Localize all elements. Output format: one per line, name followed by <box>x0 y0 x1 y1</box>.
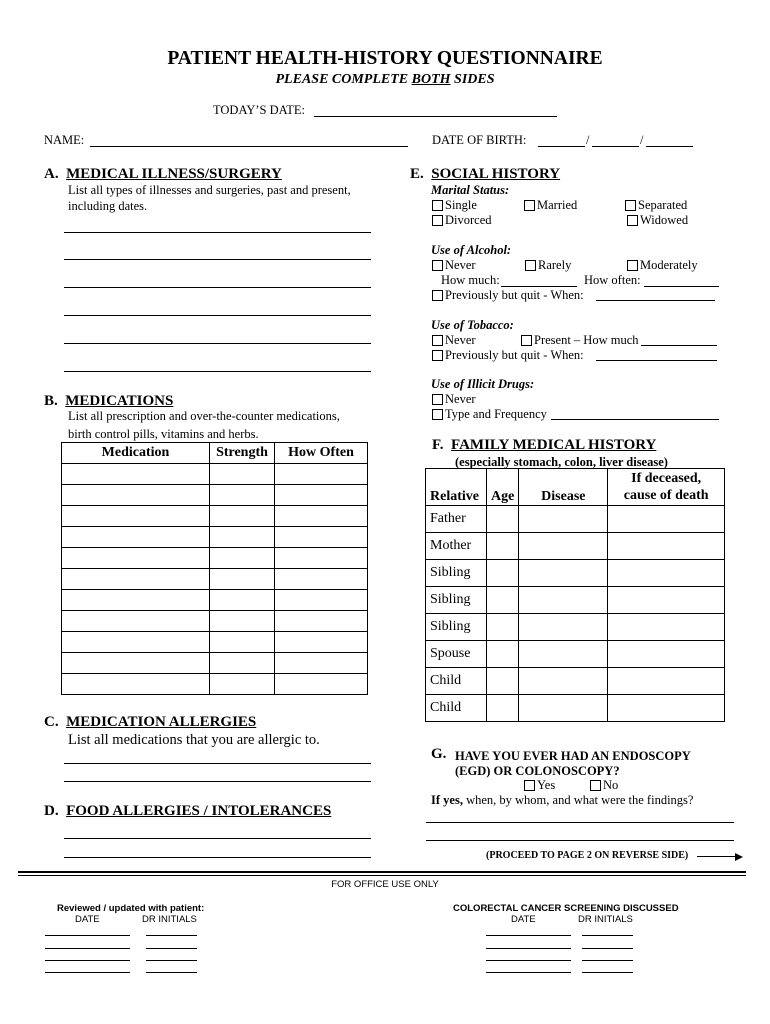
section-c-instr: List all medications that you are allergic to. <box>68 732 320 748</box>
dob-slash-2: / <box>640 133 644 147</box>
checkbox-icon <box>432 260 443 271</box>
checkbox-icon <box>525 260 536 271</box>
how-much-field[interactable] <box>501 286 577 287</box>
how-often-cell[interactable] <box>275 527 368 548</box>
arrow-right-icon <box>735 853 743 861</box>
relative-cell: Mother <box>426 533 487 560</box>
dob-label: DATE OF BIRTH: <box>432 133 527 147</box>
how-much-label: How much: <box>441 273 500 287</box>
strength-cell[interactable] <box>210 527 275 548</box>
table-row <box>62 653 368 674</box>
widowed-checkbox[interactable] <box>627 213 688 228</box>
table-row <box>426 668 725 695</box>
tobacco-never-label: Never <box>445 333 476 347</box>
alcohol-quit-when-field[interactable] <box>596 300 715 301</box>
crc-initials-line-4[interactable] <box>582 972 633 973</box>
dob-month-field[interactable] <box>538 146 585 147</box>
tobacco-prev-quit-checkbox[interactable] <box>432 348 584 363</box>
marital-status-label: Marital Status: <box>431 183 510 197</box>
strength-cell[interactable] <box>210 632 275 653</box>
todays-date-field[interactable] <box>314 116 557 117</box>
disease-cell[interactable] <box>519 560 608 587</box>
strength-cell[interactable] <box>210 485 275 506</box>
med-allergy-line-2[interactable] <box>64 781 371 782</box>
if-yes-text <box>431 793 693 808</box>
disease-cell[interactable] <box>519 641 608 668</box>
medication-cell[interactable] <box>62 527 210 548</box>
section-c-title: MEDICATION ALLERGIES <box>66 714 257 730</box>
food-allergy-line-2[interactable] <box>64 857 371 858</box>
table-row <box>426 560 725 587</box>
crc-initials-line-3[interactable] <box>582 960 633 961</box>
col-strength: Strength <box>210 443 275 464</box>
alcohol-prev-quit-checkbox[interactable] <box>432 288 584 303</box>
todays-date-label: TODAY’S DATE: <box>213 103 306 117</box>
drugs-label: Use of Illicit Drugs: <box>431 377 535 391</box>
table-row <box>62 611 368 632</box>
married-checkbox[interactable] <box>524 198 577 213</box>
medication-cell[interactable] <box>62 569 210 590</box>
table-row <box>62 674 368 695</box>
section-e-heading <box>410 166 560 183</box>
checkbox-icon <box>521 335 532 346</box>
review-initials-line-3[interactable] <box>146 960 197 961</box>
how-often-label: How often: <box>584 273 641 287</box>
crc-date-line-2[interactable] <box>486 948 571 949</box>
age-cell[interactable] <box>487 587 519 614</box>
age-cell[interactable] <box>487 695 519 722</box>
dob-year-field[interactable] <box>646 146 693 147</box>
alcohol-never-label: Never <box>445 258 476 272</box>
divorced-checkbox[interactable] <box>432 213 492 228</box>
col-deceased-line1: If deceased, <box>631 471 702 486</box>
findings-line-1[interactable] <box>426 822 734 823</box>
checkbox-icon <box>432 350 443 361</box>
findings-line-2[interactable] <box>426 840 734 841</box>
single-checkbox[interactable] <box>432 198 477 213</box>
relative-cell: Sibling <box>426 587 487 614</box>
name-field[interactable] <box>90 146 408 147</box>
tobacco-label: Use of Tobacco: <box>431 318 514 332</box>
tobacco-prev-quit-label: Previously but quit - When: <box>445 348 584 362</box>
checkbox-icon <box>432 215 443 226</box>
if-yes-bold: If yes, <box>431 793 463 807</box>
section-e-letter: E. <box>410 166 424 182</box>
review-initials-line-2[interactable] <box>146 948 197 949</box>
proceed-note: (PROCEED TO PAGE 2 ON REVERSE SIDE) <box>486 850 689 861</box>
tobacco-present-label: Present – How much <box>534 333 639 347</box>
age-cell[interactable] <box>487 668 519 695</box>
table-row <box>62 590 368 611</box>
drugs-type-label: Type and Frequency <box>445 407 547 421</box>
review-initials-line-1[interactable] <box>146 935 197 936</box>
strength-cell[interactable] <box>210 569 275 590</box>
strength-cell[interactable] <box>210 506 275 527</box>
table-row <box>62 548 368 569</box>
col-relative: Relative <box>426 469 487 506</box>
how-often-cell[interactable] <box>275 485 368 506</box>
section-d-heading <box>44 803 331 820</box>
alcohol-label: Use of Alcohol: <box>431 243 512 257</box>
section-d-title: FOOD ALLERGIES / INTOLERANCES <box>66 803 332 819</box>
medication-cell[interactable] <box>62 590 210 611</box>
alcohol-moderately-checkbox[interactable] <box>627 258 698 273</box>
page-subtitle <box>0 72 770 88</box>
how-often-cell[interactable] <box>275 548 368 569</box>
crc-date-line-3[interactable] <box>486 960 571 961</box>
section-f-title: FAMILY MEDICAL HISTORY <box>451 437 657 453</box>
age-cell[interactable] <box>487 641 519 668</box>
checkbox-icon <box>432 290 443 301</box>
endoscopy-no-checkbox[interactable] <box>590 778 618 793</box>
medications-header-row <box>62 443 368 464</box>
col-medication: Medication <box>62 443 210 464</box>
relative-cell: Sibling <box>426 614 487 641</box>
section-d-letter: D. <box>44 803 59 819</box>
crc-date-label: DATE <box>511 914 536 925</box>
review-initials-line-4[interactable] <box>146 972 197 973</box>
section-f-letter: F. <box>432 437 444 453</box>
subtitle-pre: PLEASE COMPLETE <box>275 72 412 87</box>
checkbox-icon <box>627 215 638 226</box>
section-b-instr-1: List all prescription and over-the-counter medications, <box>68 409 340 423</box>
table-row <box>426 506 725 533</box>
col-how-often: How Often <box>275 443 368 464</box>
section-c-letter: C. <box>44 714 59 730</box>
office-divider-top <box>18 871 746 873</box>
relative-cell: Father <box>426 506 487 533</box>
col-disease: Disease <box>519 469 608 506</box>
alcohol-prev-quit-label: Previously but quit - When: <box>445 288 584 302</box>
medication-cell[interactable] <box>62 674 210 695</box>
crc-initials-line-2[interactable] <box>582 948 633 949</box>
illness-line-4[interactable] <box>64 315 371 316</box>
checkbox-icon <box>590 780 601 791</box>
checkbox-icon <box>627 260 638 271</box>
strength-cell[interactable] <box>210 674 275 695</box>
section-b-letter: B. <box>44 393 58 409</box>
age-cell[interactable] <box>487 533 519 560</box>
married-label: Married <box>537 198 578 212</box>
drugs-type-field[interactable] <box>551 419 719 420</box>
disease-cell[interactable] <box>519 614 608 641</box>
tobacco-never-checkbox[interactable] <box>432 333 476 348</box>
section-b-heading <box>44 393 173 410</box>
section-g-question-1: HAVE YOU EVER HAD AN ENDOSCOPY <box>455 749 691 763</box>
how-often-cell[interactable] <box>275 611 368 632</box>
illness-line-1[interactable] <box>64 232 371 233</box>
crc-date-line-1[interactable] <box>486 935 571 936</box>
disease-cell[interactable] <box>519 668 608 695</box>
checkbox-icon <box>432 200 443 211</box>
medications-table <box>61 442 368 695</box>
medication-cell[interactable] <box>62 653 210 674</box>
table-row <box>62 632 368 653</box>
tobacco-how-much-field[interactable] <box>641 345 717 346</box>
drugs-type-checkbox[interactable] <box>432 407 547 422</box>
how-often-cell[interactable] <box>275 653 368 674</box>
checkbox-icon <box>432 409 443 420</box>
alcohol-rarely-label: Rarely <box>538 258 572 272</box>
widowed-label: Widowed <box>640 213 689 227</box>
how-often-cell[interactable] <box>275 674 368 695</box>
medication-cell[interactable] <box>62 485 210 506</box>
section-a-letter: A. <box>44 166 59 182</box>
section-a-heading <box>44 166 282 183</box>
table-row <box>426 614 725 641</box>
disease-cell[interactable] <box>519 587 608 614</box>
review-date-line-1[interactable] <box>45 935 130 936</box>
tobacco-present-checkbox[interactable] <box>521 333 639 348</box>
medication-cell[interactable] <box>62 464 210 485</box>
col-deceased-line2: cause of death <box>623 488 709 503</box>
alcohol-moderately-label: Moderately <box>640 258 698 272</box>
medication-cell[interactable] <box>62 506 210 527</box>
section-f-sub: (especially stomach, colon, liver disease) <box>455 455 668 469</box>
strength-cell[interactable] <box>210 611 275 632</box>
strength-cell[interactable] <box>210 653 275 674</box>
how-often-cell[interactable] <box>275 464 368 485</box>
disease-cell[interactable] <box>519 533 608 560</box>
col-age: Age <box>487 469 519 506</box>
single-label: Single <box>445 198 477 212</box>
crc-date-line-4[interactable] <box>486 972 571 973</box>
subtitle-emph: BOTH <box>411 72 451 87</box>
food-allergy-line-1[interactable] <box>64 838 371 839</box>
office-dr-initials-label: DR INITIALS <box>142 914 197 925</box>
section-c-heading <box>44 714 256 731</box>
section-b-title: MEDICATIONS <box>65 393 174 409</box>
cause-cell[interactable] <box>608 695 725 722</box>
name-label: NAME: <box>44 133 85 147</box>
cause-cell[interactable] <box>608 506 725 533</box>
alcohol-never-checkbox[interactable] <box>432 258 476 273</box>
relative-cell: Sibling <box>426 560 487 587</box>
family-history-table <box>425 468 725 722</box>
crc-initials-line-1[interactable] <box>582 935 633 936</box>
office-date-label: DATE <box>75 914 100 925</box>
endoscopy-no-label: No <box>603 778 619 792</box>
table-row <box>62 527 368 548</box>
crc-dr-initials-label: DR INITIALS <box>578 914 633 925</box>
illness-line-6[interactable] <box>64 371 371 372</box>
medication-cell[interactable] <box>62 548 210 569</box>
proceed-arrow-shaft <box>697 856 735 857</box>
dob-day-field[interactable] <box>592 146 639 147</box>
divorced-label: Divorced <box>445 213 492 227</box>
review-date-line-2[interactable] <box>45 948 130 949</box>
illness-line-3[interactable] <box>64 287 371 288</box>
illness-line-2[interactable] <box>64 259 371 260</box>
section-g-question-2: (EGD) OR COLONOSCOPY? <box>455 764 620 778</box>
section-g-letter: G. <box>431 746 447 762</box>
relative-cell: Child <box>426 695 487 722</box>
cause-cell[interactable] <box>608 587 725 614</box>
table-row <box>62 506 368 527</box>
table-row <box>62 485 368 506</box>
dob-slash-1: / <box>586 133 590 147</box>
checkbox-icon <box>432 335 443 346</box>
endoscopy-yes-label: Yes <box>537 778 556 792</box>
strength-cell[interactable] <box>210 464 275 485</box>
illness-line-5[interactable] <box>64 343 371 344</box>
medication-cell[interactable] <box>62 632 210 653</box>
table-row <box>426 587 725 614</box>
med-allergy-line-1[interactable] <box>64 763 371 764</box>
alcohol-rarely-checkbox[interactable] <box>525 258 571 273</box>
table-row <box>426 641 725 668</box>
age-cell[interactable] <box>487 614 519 641</box>
office-use-header: FOR OFFICE USE ONLY <box>331 879 439 890</box>
cause-cell[interactable] <box>608 614 725 641</box>
relative-cell: Child <box>426 668 487 695</box>
table-row <box>426 533 725 560</box>
reviewed-label: Reviewed / updated with patient: <box>57 903 205 914</box>
how-often-cell[interactable] <box>275 569 368 590</box>
checkbox-icon <box>432 394 443 405</box>
family-header-row <box>426 469 725 506</box>
section-a-title: MEDICAL ILLNESS/SURGERY <box>66 166 282 182</box>
cause-cell[interactable] <box>608 641 725 668</box>
disease-cell[interactable] <box>519 506 608 533</box>
section-f-heading <box>432 437 656 454</box>
how-often-cell[interactable] <box>275 590 368 611</box>
age-cell[interactable] <box>487 560 519 587</box>
how-often-cell[interactable] <box>275 506 368 527</box>
separated-label: Separated <box>638 198 688 212</box>
drugs-never-label: Never <box>445 392 476 406</box>
strength-cell[interactable] <box>210 548 275 569</box>
page-title: PATIENT HEALTH-HISTORY QUESTIONNAIRE <box>167 48 603 69</box>
checkbox-icon <box>625 200 636 211</box>
table-row <box>62 569 368 590</box>
section-e-title: SOCIAL HISTORY <box>431 166 561 182</box>
cause-cell[interactable] <box>608 533 725 560</box>
disease-cell[interactable] <box>519 695 608 722</box>
tobacco-quit-when-field[interactable] <box>596 360 717 361</box>
checkbox-icon <box>524 200 535 211</box>
checkbox-icon <box>524 780 535 791</box>
endoscopy-yes-checkbox[interactable] <box>524 778 555 793</box>
how-often-cell[interactable] <box>275 632 368 653</box>
review-date-line-3[interactable] <box>45 960 130 961</box>
section-a-instr-1: List all types of illnesses and surgeries, past and present, <box>68 183 351 197</box>
section-b-instr-2: birth control pills, vitamins and herbs. <box>68 427 259 441</box>
section-a-instr-2: including dates. <box>68 199 148 213</box>
how-often-field[interactable] <box>644 286 719 287</box>
age-cell[interactable] <box>487 506 519 533</box>
cause-cell[interactable] <box>608 560 725 587</box>
if-yes-rest: when, by whom, and what were the findings? <box>462 793 694 807</box>
office-divider-bottom <box>18 875 746 876</box>
table-row <box>62 464 368 485</box>
medication-cell[interactable] <box>62 611 210 632</box>
strength-cell[interactable] <box>210 590 275 611</box>
separated-checkbox[interactable] <box>625 198 687 213</box>
subtitle-post: SIDES <box>450 72 495 87</box>
table-row <box>426 695 725 722</box>
review-date-line-4[interactable] <box>45 972 130 973</box>
cause-cell[interactable] <box>608 668 725 695</box>
drugs-never-checkbox[interactable] <box>432 392 476 407</box>
col-deceased <box>608 469 725 506</box>
relative-cell: Spouse <box>426 641 487 668</box>
crc-discussed-label: COLORECTAL CANCER SCREENING DISCUSSED <box>453 903 679 914</box>
